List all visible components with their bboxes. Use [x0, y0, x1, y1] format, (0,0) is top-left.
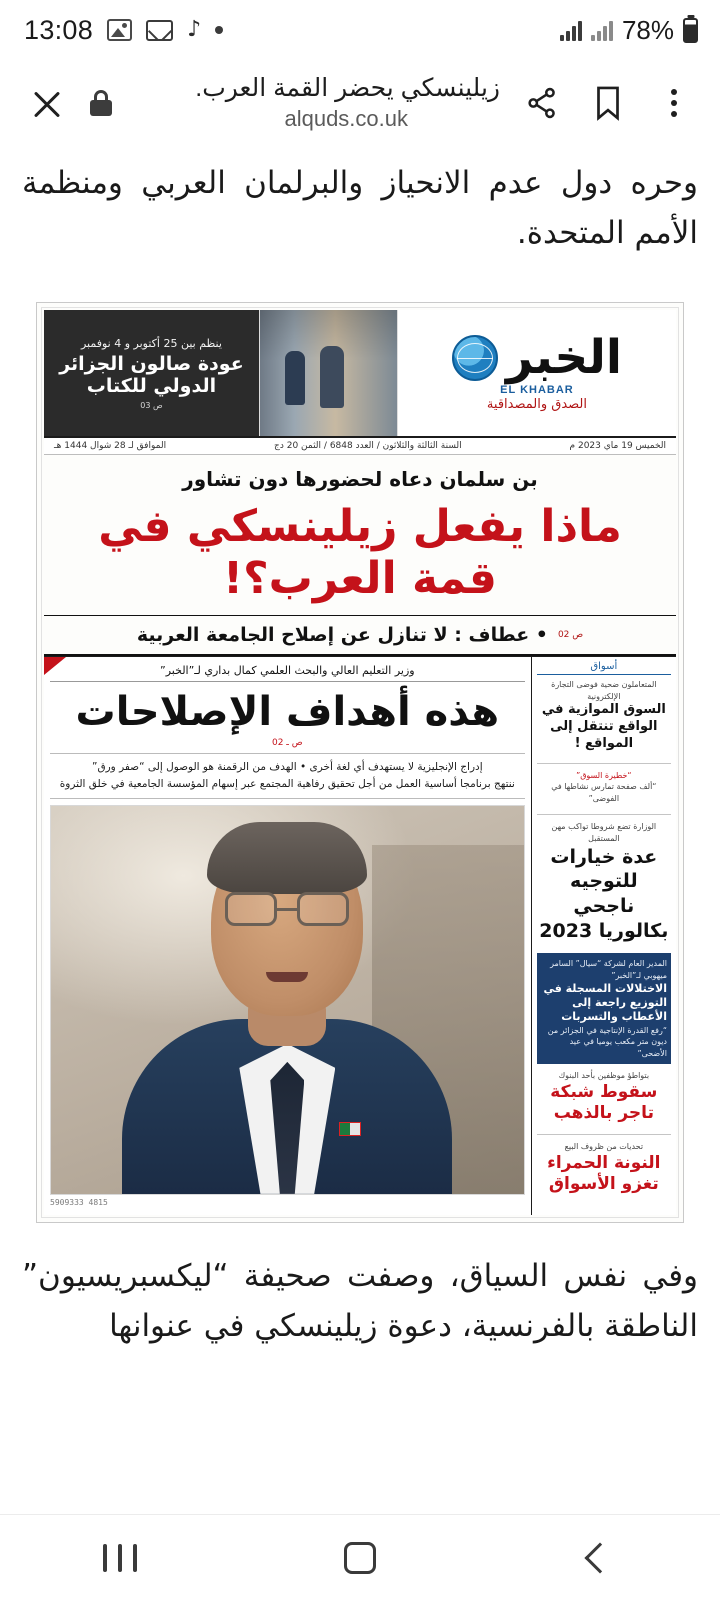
- sidebar-item-title: السوق الموازية في الواقع تنتقل إلى المواقع !: [541, 702, 666, 752]
- globe-icon: [452, 335, 498, 381]
- subheadline-page-ref: ص 02: [557, 630, 584, 641]
- gmail-icon: [146, 20, 173, 41]
- sidebar-item-title: النونة الحمراء تغزو الأسواق: [547, 1152, 661, 1195]
- article-paragraph-top: وحره دول عدم الانحياز والبرلمان العربي ومنظمة الأمم المتحدة.: [22, 165, 698, 252]
- front-page-headline: ماذا يفعل زيلينسكي في قمة العرب؟!: [98, 501, 622, 605]
- front-page-lower-section: [44, 656, 676, 1215]
- bullet-item: ننتهج برنامجا أساسية العمل من أجل تحقيق رفاهية المجتمع عبر إسهام المؤسسة الجامعية في خلق الثروة: [59, 778, 515, 791]
- sidebar-column: [531, 657, 676, 1215]
- main-story-bullets: [50, 753, 525, 799]
- logo-row: [452, 330, 622, 386]
- masthead-photo: [259, 310, 398, 436]
- back-button[interactable]: [480, 1515, 720, 1600]
- secure-lock-icon: [90, 90, 112, 116]
- advert-headline: عودة صالون الجزائر الدولي للكتاب: [59, 353, 244, 398]
- logo-english-text: EL KHABAR: [500, 384, 574, 397]
- corner-flag-icon: [44, 657, 66, 675]
- sidebar-item-kicker: المتعاملون ضحية فوضى التجارة الإلكترونية: [551, 680, 657, 701]
- logo-arabic-text: الخبر: [505, 330, 622, 386]
- address-bar[interactable]: [130, 74, 500, 132]
- article-paragraph-bottom: وفي نفس السياق، وصفت صحيفة “ليكسبريسيون” الناطقة بالفرنسية، دعوة زيلينسكي في عنوانها: [22, 1257, 698, 1345]
- issue-date-gregorian: الموافق لـ 28 شوال 1444 هـ: [54, 441, 167, 452]
- divider: [537, 814, 671, 815]
- sidebar-item-title: سقوط شبكة تاجر بالذهب: [550, 1081, 658, 1124]
- list-item: [537, 1141, 671, 1195]
- status-time: 13:08: [24, 14, 94, 45]
- sidebar-section-head: أسواق: [537, 661, 671, 675]
- issue-date-hijri: الخميس 19 ماي 2023 م: [569, 441, 666, 452]
- battery-percent: 78%: [621, 14, 674, 45]
- page-title: زيلينسكي يحضر القمة العرب.: [195, 73, 500, 102]
- web-page-content[interactable]: [0, 146, 720, 1514]
- battery-icon: [683, 18, 698, 43]
- tiktok-icon: ♪: [187, 17, 202, 42]
- front-page-kicker: بن سلمان دعاه لحضورها دون تشاور: [182, 467, 538, 492]
- back-icon: [584, 1542, 615, 1573]
- list-item: [537, 821, 671, 943]
- sidebar-item-kicker: المدير العام لشركة “سيال” السامر ميهوبي لـ”الخبر”: [550, 959, 667, 981]
- browser-toolbar: [0, 60, 720, 146]
- newspaper-logo: [398, 310, 676, 436]
- photo-credit: 5909333 4815: [50, 1197, 108, 1207]
- close-icon[interactable]: [26, 82, 68, 124]
- masthead-advert: [44, 310, 259, 436]
- sidebar-item-kicker: “ألف صفحة تمارس نشاطها في الفوضى”: [551, 782, 657, 803]
- status-bar-right: [560, 15, 698, 46]
- sidebar-item-kicker: الوزارة تضع شروطا تواكب مهن المستقبل: [551, 822, 657, 844]
- advert-dateline: ينظم بين 25 أكتوبر و 4 نوفمبر: [80, 337, 222, 351]
- issue-number: السنة الثالثة والثلاثون / العدد 6848 / الثمن 20 دج: [274, 441, 462, 452]
- main-story-headline: هذه أهداف الإصلاحات: [75, 689, 500, 736]
- main-story-kicker: وزير التعليم العالي والبحث العلمي كمال بداري لـ”الخبر”: [50, 661, 525, 682]
- main-story-page-ref: ص ـ 02: [271, 738, 303, 749]
- signal-strength-secondary-icon: [591, 19, 613, 41]
- front-page-subheadline-row: [44, 615, 676, 656]
- issue-info-line: [44, 438, 676, 455]
- android-navigation-bar: [0, 1514, 720, 1600]
- sidebar-item-title: الاختلالات المسجلة في التوزيع راجعة إلى الأعطاب والتسربات: [543, 981, 667, 1024]
- minister-portrait-photo: [50, 805, 525, 1195]
- page-url: alquds.co.uk: [284, 105, 408, 131]
- status-bar: [0, 0, 720, 60]
- sidebar-item-title: “خطيرة السوق”: [576, 771, 632, 781]
- sidebar-item-note: “رفع القدرة الإنتاجية في الجزائر من ديون متر مكعب يوميا في عيد الأضحى”: [547, 1025, 667, 1058]
- newspaper-front-page-image[interactable]: [36, 302, 684, 1222]
- sidebar-highlight-box: [537, 953, 671, 1064]
- recent-apps-button[interactable]: [0, 1515, 240, 1600]
- sidebar-item-title: عدة خيارات للتوجيه ناجحي بكالوريا 2023: [539, 845, 669, 942]
- bookmark-icon[interactable]: [584, 79, 632, 127]
- sidebar-item-kicker: بتواطؤ موظفين بأحد البنوك: [558, 1071, 650, 1081]
- overflow-menu-icon[interactable]: [650, 79, 698, 127]
- photos-icon: [107, 19, 132, 41]
- advert-page-ref: ص 03: [140, 400, 163, 410]
- signal-strength-icon: [560, 19, 582, 41]
- home-icon: [344, 1542, 376, 1574]
- recent-apps-icon: [103, 1544, 137, 1572]
- bullet-item: إدراج الإنجليزية لا يستهدف أي لغة أخرى • الهدف من الرقمنة هو الوصول إلى “صفر ورق”: [92, 761, 483, 774]
- list-item: [537, 1070, 671, 1124]
- home-button[interactable]: [240, 1515, 480, 1600]
- share-icon[interactable]: [518, 79, 566, 127]
- sidebar-item-kicker: تحديات من ظروف البيع: [564, 1142, 644, 1152]
- front-page-subheadline: • عطاف : لا تنازل عن إصلاح الجامعة العربية: [136, 624, 548, 647]
- list-item: [537, 679, 671, 753]
- main-story-column: [44, 657, 531, 1215]
- divider: [537, 763, 671, 764]
- status-bar-left: [24, 15, 223, 46]
- notification-dot-icon: [215, 26, 223, 34]
- newspaper-inner-frame: [41, 307, 679, 1217]
- logo-slogan-text: الصدق والمصداقية: [486, 397, 587, 413]
- newspaper-masthead: [44, 310, 676, 438]
- divider: [537, 1134, 671, 1135]
- list-item: [537, 770, 671, 804]
